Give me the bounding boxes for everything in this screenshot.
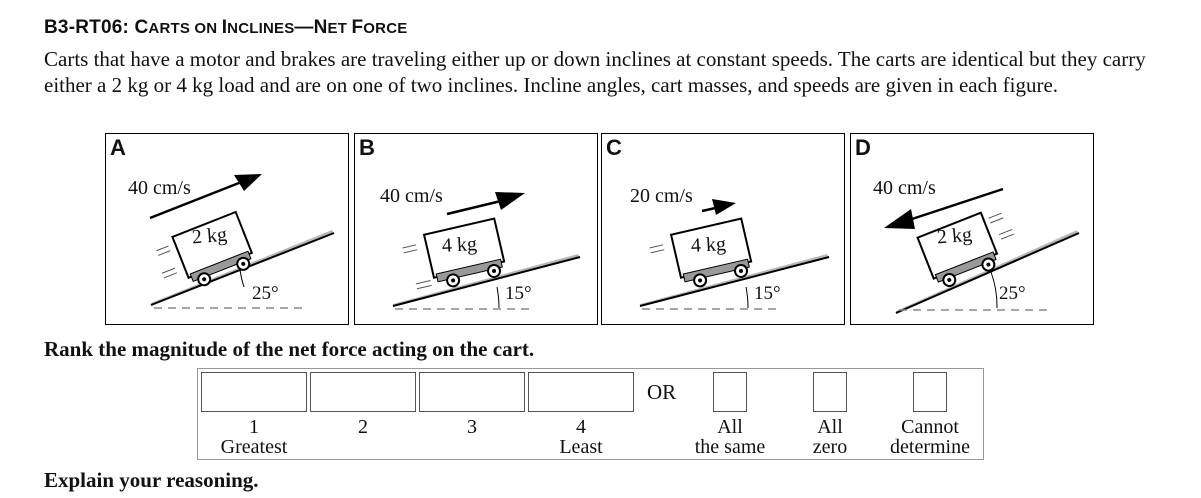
cannot-determine-label-line2: determine xyxy=(890,436,970,458)
angle-label: 25° xyxy=(999,283,1026,304)
rank-slot-2[interactable] xyxy=(310,372,416,412)
speed-label: 40 cm/s xyxy=(380,185,443,207)
mass-label: 4 kg xyxy=(690,233,727,257)
rank-number-2: 2 xyxy=(358,416,368,438)
explain-prompt: Explain your reasoning. xyxy=(44,468,259,492)
angle-label: 15° xyxy=(754,283,781,304)
angle-label: 25° xyxy=(252,283,279,304)
mass-label: 2 kg xyxy=(936,223,973,249)
rank-number-3: 3 xyxy=(467,416,477,438)
incline-diagram-c xyxy=(602,134,848,326)
cannot-determine-checkbox[interactable] xyxy=(913,372,947,412)
panel-label: A xyxy=(110,135,126,160)
speed-label: 20 cm/s xyxy=(630,185,693,207)
all-zero-label-line1: All xyxy=(817,416,843,438)
panel-label: C xyxy=(606,135,622,160)
speed-label: 40 cm/s xyxy=(128,177,191,199)
rank-slot-3[interactable] xyxy=(419,372,525,412)
rank-number-1: 1 xyxy=(249,416,259,438)
rank-sub-4: Least xyxy=(559,436,603,458)
all-same-checkbox[interactable] xyxy=(713,372,747,412)
incline-diagram-d xyxy=(851,134,1097,326)
mass-label: 4 kg xyxy=(441,233,478,257)
figure-panel-b xyxy=(354,133,598,325)
all-same-label-line1: All xyxy=(717,416,743,438)
ranking-question: Rank the magnitude of the net force acting on the cart. xyxy=(44,337,535,361)
page-title: B3-RT06: CARTS ON INCLINES—NET FORCE xyxy=(44,17,408,38)
figure-panel-c xyxy=(601,133,845,325)
panel-label: B xyxy=(359,135,375,160)
speed-label: 40 cm/s xyxy=(873,177,936,199)
mass-label: 2 kg xyxy=(191,223,228,249)
all-same-label-line2: the same xyxy=(694,436,766,458)
angle-label: 15° xyxy=(505,283,532,304)
incline-diagram-b xyxy=(355,134,599,326)
incline-diagram-a xyxy=(106,134,350,326)
figure-panel-a xyxy=(105,133,349,325)
figure-panel-d xyxy=(850,133,1094,325)
problem-statement: Carts that have a motor and brakes are traveling either up or down inclines at constant speeds. The carts are identical but they carry either a 2 kg or 4 kg load and are on one of two inclines. Incline angles, cart masses, and speeds are given in each figure. xyxy=(44,47,1146,97)
rank-number-4: 4 xyxy=(576,416,586,438)
all-zero-label-line2: zero xyxy=(812,436,848,458)
panel-label: D xyxy=(855,135,871,160)
cannot-determine-label-line1: Cannot xyxy=(901,416,959,438)
all-zero-checkbox[interactable] xyxy=(813,372,847,412)
rank-slot-1[interactable] xyxy=(201,372,307,412)
rank-slot-4[interactable] xyxy=(528,372,634,412)
rank-sub-1: Greatest xyxy=(220,436,288,458)
or-label: OR xyxy=(647,380,677,404)
